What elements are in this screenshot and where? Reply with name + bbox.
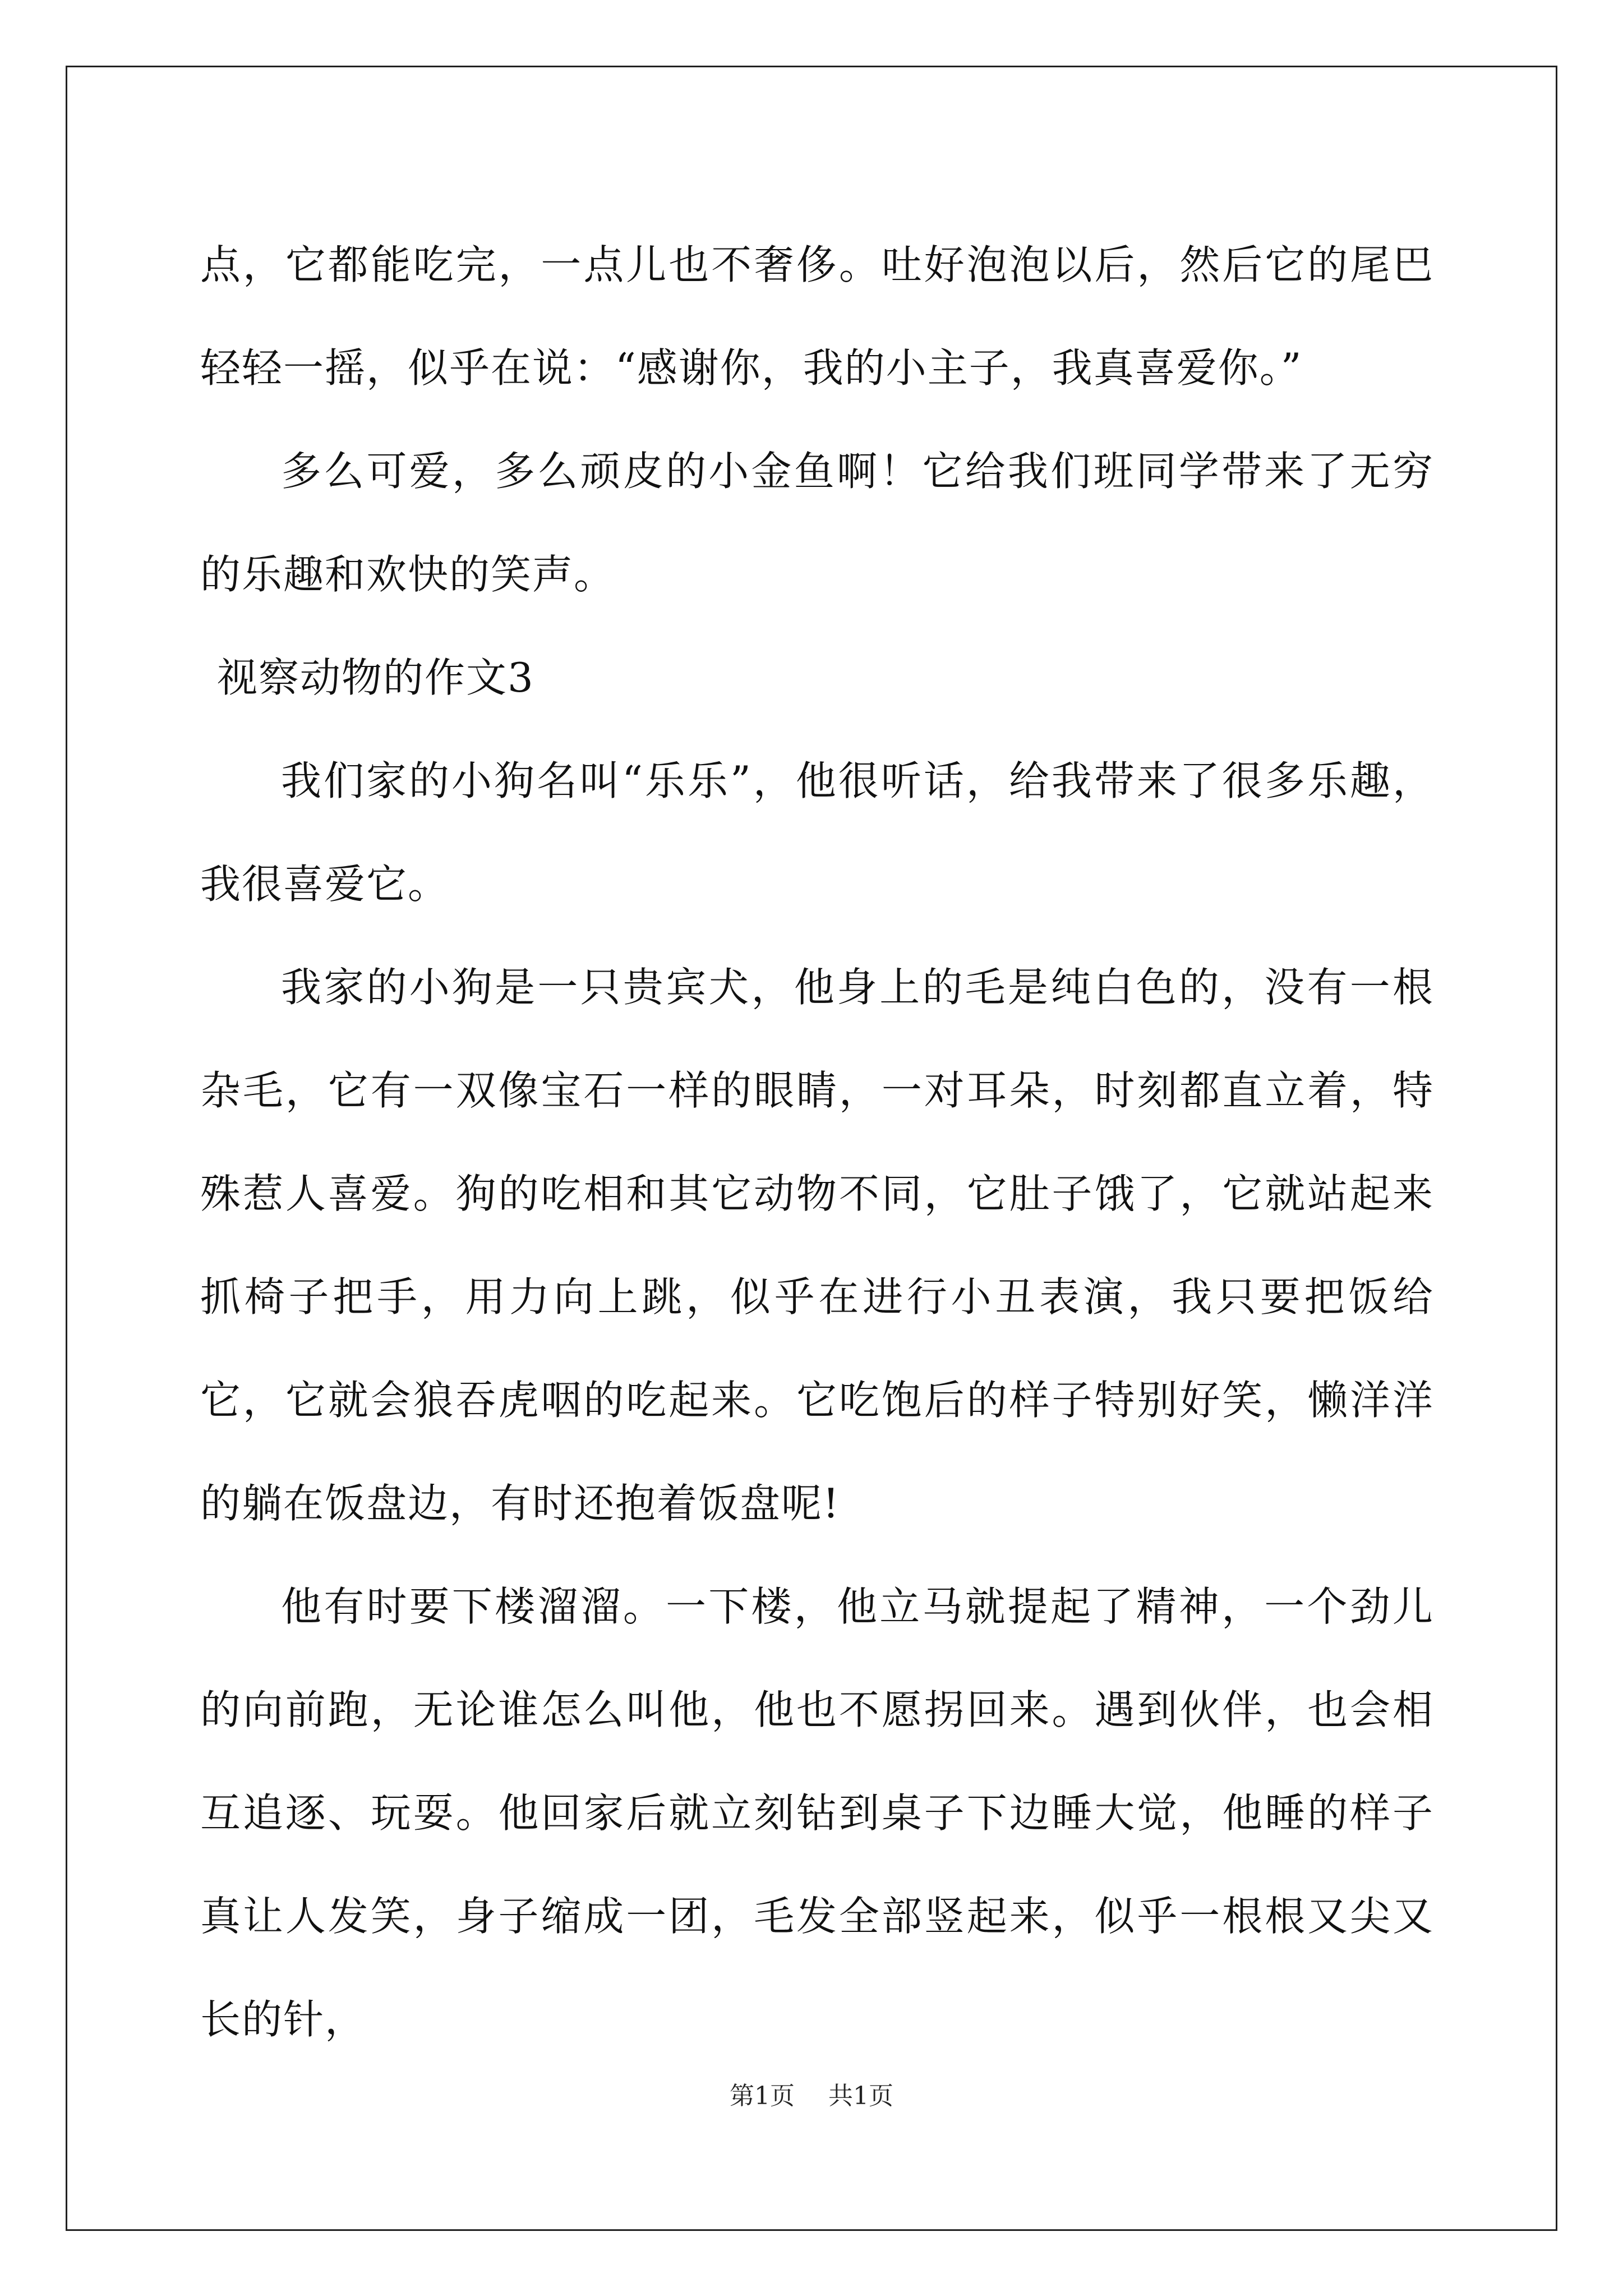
page-footer <box>0 2076 1623 2111</box>
page-total: 共1页 <box>828 2082 893 2110</box>
page-number: 第1页 <box>730 2082 795 2110</box>
document-body <box>200 213 1434 2071</box>
paragraph: 点，它都能吃完，一点儿也不奢侈。吐好泡泡以后，然后它的尾巴轻轻一摇，似乎在说：“感谢你，我的小主子，我真喜爱你。” <box>200 241 1434 392</box>
section-heading: 视察动物的作文3 <box>217 654 534 701</box>
paragraph: 多么可爱，多么顽皮的小金鱼啊！它给我们班同学带来了无穷的乐趣和欢快的笑声。 <box>200 448 1434 598</box>
paragraph: 他有时要下楼溜溜。一下楼，他立马就提起了精神，一个劲儿的向前跑，无论谁怎么叫他，他也不愿拐回来。遇到伙伴，也会相互追逐、玩耍。他回家后就立刻钻到桌子下边睡大觉，他睡的样子真让人发笑，身子缩成一团，毛发全部竖起来，似乎一根根又尖又长的针， <box>200 1583 1434 2043</box>
paragraph: 我家的小狗是一只贵宾犬，他身上的毛是纯白色的，没有一根杂毛，它有一双像宝石一样的眼睛，一对耳朵，时刻都直立着，特殊惹人喜爱。狗的吃相和其它动物不同，它肚子饿了，它就站起来抓椅子把手，用力向上跳，似乎在进行小丑表演，我只要把饭给它，它就会狼吞虎咽的吃起来。它吃饱后的样子特别好笑，懒洋洋的躺在饭盘边，有时还抱着饭盘呢! <box>200 964 1434 1527</box>
paragraph: 我们家的小狗名叫“乐乐”，他很听话，给我带来了很多乐趣，我很喜爱它。 <box>200 757 1434 908</box>
